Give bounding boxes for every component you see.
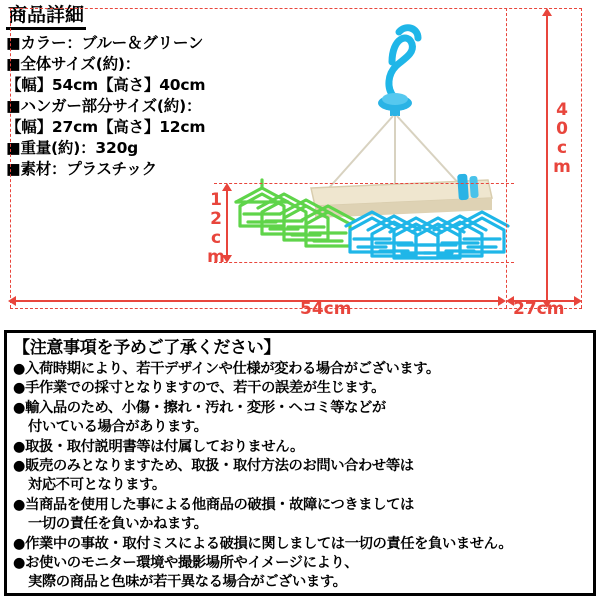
spec-line-hanger-value: 【幅】27cm【高さ】12cm bbox=[6, 118, 206, 136]
measure-12cm-line bbox=[226, 189, 228, 257]
notice-item: ●当商品を使用した事による他商品の破損・故障につきましては bbox=[13, 496, 414, 513]
product-illustration bbox=[196, 2, 594, 322]
measure-54cm-arrow-left bbox=[8, 296, 16, 306]
dim-label-width-hanger: 27cm bbox=[513, 299, 565, 319]
guide-line-right-outer bbox=[506, 8, 507, 308]
measure-27cm-arrow-right bbox=[574, 296, 582, 306]
spec-line-hanger-label: ■ハンガー部分サイズ(約)： bbox=[6, 97, 202, 115]
notice-item: ●作業中の事故・取付ミスによる破損に関しましては一切の責任を負いません。 bbox=[13, 535, 513, 552]
spec-line-material: ■素材：プラスチック bbox=[6, 160, 157, 178]
dim-label-height-total: 40cm bbox=[552, 100, 572, 176]
spec-line-weight: ■重量(約)：320g bbox=[6, 139, 139, 157]
notice-item: ●取扱・取付説明書等は付属しておりません。 bbox=[13, 438, 304, 455]
product-photo bbox=[196, 2, 594, 322]
guide-line-hanger-bottom bbox=[214, 262, 514, 263]
notice-list bbox=[13, 360, 588, 593]
notice-item: ●手作業での採寸となりますので、若干の誤差が生じます。 bbox=[13, 380, 385, 397]
notice-item-sub: 一切の責任を負いかねます。 bbox=[28, 516, 208, 533]
guide-line-right-edge bbox=[581, 8, 582, 308]
notice-item: ●輸入品のため、小傷・擦れ・汚れ・変形・ヘコミ等などが bbox=[13, 399, 386, 416]
notice-item-sub: 対応不可となります。 bbox=[28, 477, 166, 494]
notice-item-sub: 実際の商品と色味が若干異なる場合がございます。 bbox=[28, 574, 347, 591]
spec-line-color: ■カラー：ブルー＆グリーン bbox=[6, 34, 204, 52]
notice-item-sub: 付いている場合があります。 bbox=[28, 419, 208, 436]
measure-54cm-arrow-right bbox=[498, 296, 506, 306]
spec-line-size-value: 【幅】54cm【高さ】40cm bbox=[6, 76, 206, 94]
measure-54cm-line bbox=[16, 300, 500, 302]
spec-line-size-label: ■全体サイズ(約)： bbox=[6, 55, 141, 73]
dim-label-width-total: 54cm bbox=[300, 299, 352, 319]
measure-40cm-arrow-top bbox=[542, 8, 552, 16]
measure-40cm-line bbox=[546, 14, 548, 302]
page-title: 商品詳細 bbox=[6, 4, 86, 30]
notice-title: 【注意事項を予めご了承ください】 bbox=[13, 338, 281, 358]
guide-line-hanger-top bbox=[214, 183, 514, 184]
notice-item: ●お使いのモニター環境や撮影場所やイメージにより、 bbox=[13, 555, 359, 572]
notice-item: ●入荷時期により、若干デザインや仕様が変わる場合がございます。 bbox=[13, 361, 440, 377]
notice-box bbox=[4, 330, 596, 596]
guide-line-bottom bbox=[10, 308, 582, 309]
guide-line-top bbox=[10, 8, 582, 9]
guide-line-left-outer bbox=[10, 8, 11, 308]
dim-label-height-hanger: 12cm bbox=[206, 190, 226, 266]
notice-item: ●販売のみとなりますため、取扱・取付方法のお問い合わせ等は bbox=[13, 458, 414, 475]
